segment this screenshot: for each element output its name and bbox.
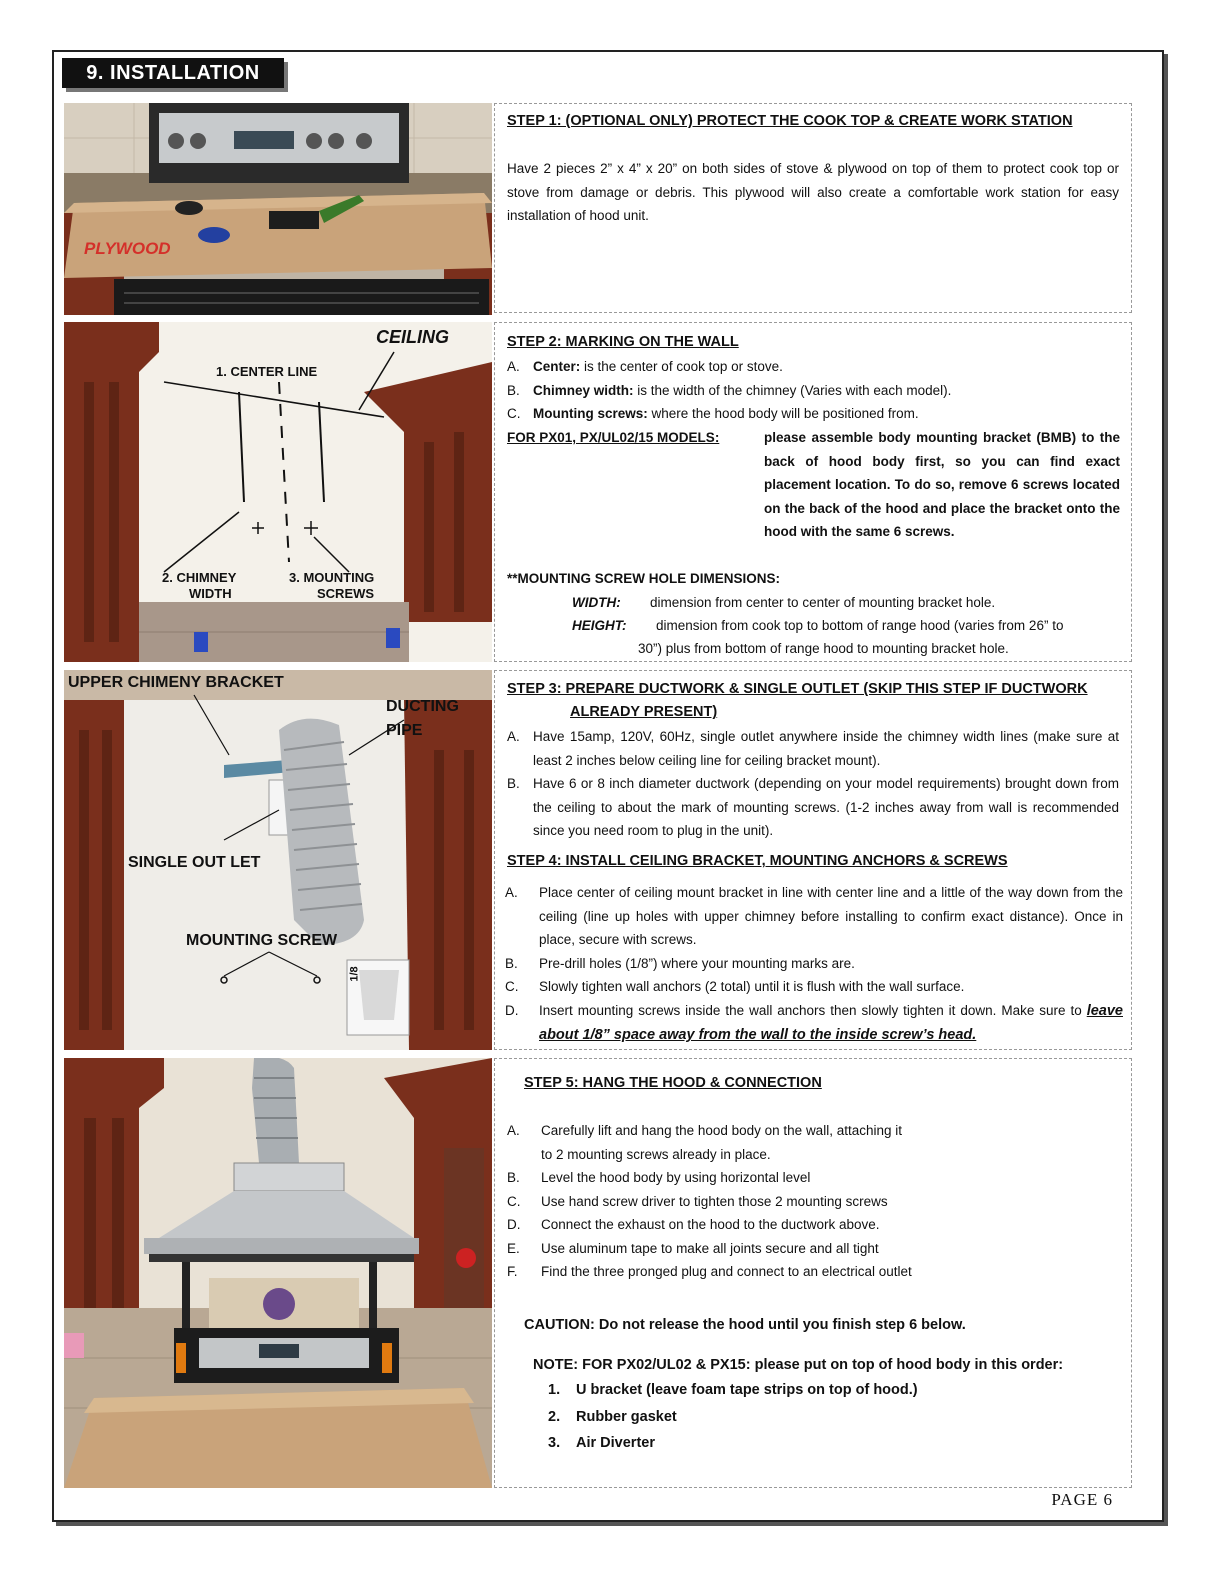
models-label: FOR PX01, PX/UL02/15 MODELS: (507, 430, 720, 445)
mounting-label-2: SCREWS (317, 586, 375, 601)
plywood-label: PLYWOOD (84, 239, 171, 258)
order-list (548, 1379, 918, 1456)
step2-item-a: A. Center: is the center of cook top or stove. (507, 359, 783, 374)
step2-item-c: C. Mounting screws: where the hood body will be positioned from. (507, 406, 919, 421)
step5-photo (64, 1058, 492, 1488)
step1-photo (64, 103, 492, 315)
step4-item-a: A. Place center of ceiling mount bracket in line with center line and a little of the way down from the ceiling (line up holes with upper chimney before installing to confirm exact distance). Once in place, secure with screws. (505, 885, 1123, 947)
step5-item-b: B. Level the hood body by using horizontal level (507, 1170, 811, 1185)
section-title: 9. INSTALLATION (62, 58, 284, 88)
ducting-label-2: PIPE (386, 722, 423, 739)
screw-label: MOUNTING SCREW (186, 932, 338, 949)
step3-item-a: A. Have 15amp, 120V, 60Hz, single outlet anywhere inside the chimney width lines (make sure at least 2 inches below ceiling line for ceiling bracket mount). (507, 729, 1119, 768)
step4-heading: STEP 4: INSTALL CEILING BRACKET, MOUNTING ANCHORS & SCREWS (507, 853, 1008, 869)
page-number: PAGE 6 (1051, 1490, 1113, 1509)
caution-text: CAUTION: Do not release the hood until you finish step 6 below. (524, 1317, 966, 1333)
mounting-label-1: 3. MOUNTING (289, 570, 375, 585)
upper-bracket-label: UPPER CHIMENY BRACKET (68, 674, 284, 691)
step5-item-c: C. Use hand screw driver to tighten those 2 mounting screws (507, 1193, 888, 1209)
step5-item-a-cont: to 2 mounting screws already in place. (541, 1146, 771, 1162)
step3-photo (64, 670, 492, 1050)
center-line-label: 1. CENTER LINE (216, 364, 318, 379)
step2-heading: STEP 2: MARKING ON THE WALL (507, 334, 739, 350)
step5-item-f: F. Find the three pronged plug and connect to an electrical outlet (507, 1264, 912, 1279)
step4-item-b: B. Pre-drill holes (1/8”) where your mounting marks are. (505, 955, 855, 971)
ducting-label-1: DUCTING (386, 698, 459, 715)
step1-heading: STEP 1: (OPTIONAL ONLY) PROTECT THE COOK TOP & CREATE WORK STATION (507, 113, 1073, 129)
step4-item-c: C. Slowly tighten wall anchors (2 total) until it is flush with the wall surface. (505, 979, 965, 994)
fraction-label: 1/8 (348, 966, 361, 982)
dims-heading: **MOUNTING SCREW HOLE DIMENSIONS: (507, 571, 781, 586)
step5-item-d: D. Connect the exhaust on the hood to the ductwork above. (507, 1217, 880, 1232)
step5-list (507, 1119, 1119, 1284)
step5-item-a: A. Carefully lift and hang the hood body on the wall, attaching it (507, 1123, 902, 1138)
step2-list (507, 355, 1119, 426)
outlet-label: SINGLE OUT LET (128, 854, 261, 871)
step5-heading: STEP 5: HANG THE HOOD & CONNECTION (524, 1075, 822, 1091)
ceiling-label: CEILING (376, 327, 450, 347)
step3-list (507, 725, 1119, 843)
order-item-1: 1. U bracket (leave foam tape strips on top of hood.) (548, 1382, 918, 1398)
step3-heading-1: STEP 3: PREPARE DUCTWORK & SINGLE OUTLET (SKIP THIS STEP IF DUCTWORK (507, 681, 1088, 697)
step1-body: Have 2 pieces 2” x 4” x 20” on both sides of stove & plywood on top of them to protect cook top or stove from damage or debris. This plywood will also create a comfortable work station for easy installation of hood unit. (507, 161, 1119, 223)
order-item-2: 2. Rubber gasket (548, 1408, 677, 1425)
order-item-3: 3. Air Diverter (548, 1435, 655, 1451)
note-text: NOTE: FOR PX02/UL02 & PX15: please put on top of hood body in this order: (533, 1357, 1064, 1373)
step4-item-d: D. Insert mounting screws inside the wall anchors then slowly tighten it down. Make sure to leave about 1/8” space away from the wall to the inside screw’s head. (505, 1002, 1123, 1043)
step2-photo (64, 322, 492, 662)
width-label: WIDTH: (572, 595, 621, 610)
models-text: please assemble body mounting bracket (BMB) to the back of hood body first, so you can find exact placement location. To do so, remove 6 screws located on the back of the hood and place the bracket onto the hood with the same 6 screws. (764, 430, 1120, 539)
step5-item-e: E. Use aluminum tape to make all joints secure and all tight (507, 1240, 879, 1256)
height-text-1: dimension from cook top to bottom of range hood (varies from 26” to (656, 618, 1064, 633)
step3-item-b: B. Have 6 or 8 inch diameter ductwork (depending on your model requirements) brought down from the ceiling to about the mark of mounting screws. (1-2 inches away from wall is recommended since you need room to plug in the unit). (507, 776, 1119, 838)
chimney-label-2: WIDTH (189, 586, 232, 601)
height-label: HEIGHT: (572, 618, 627, 633)
height-text-2: 30”) plus from bottom of range hood to mounting bracket hole. (638, 641, 1009, 656)
step4-list (505, 881, 1123, 1048)
step2-item-b: B. Chimney width: is the width of the chimney (Varies with each model). (507, 382, 952, 398)
step4-emphasis: leave about 1/8” space away from the wall to the inside screw’s head. (539, 1002, 1123, 1043)
chimney-label-1: 2. CHIMNEY (162, 570, 237, 585)
width-text: dimension from center to center of mounting bracket hole. (650, 595, 996, 610)
step3-heading-2: ALREADY PRESENT) (570, 704, 718, 720)
